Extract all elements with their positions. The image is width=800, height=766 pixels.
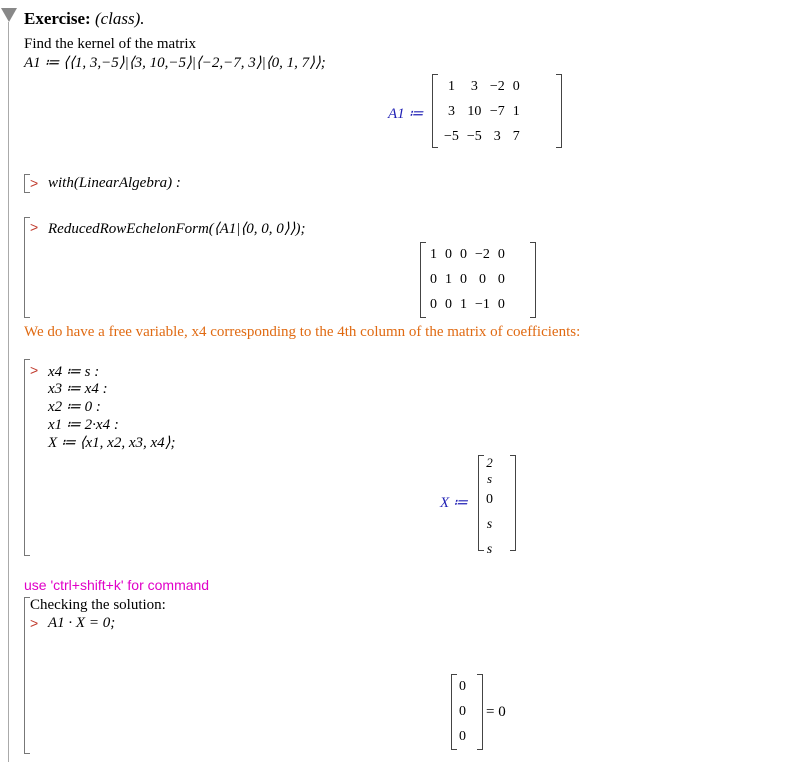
matrix-cell: −2 (489, 78, 505, 94)
x-output-label: X ≔ (440, 495, 468, 511)
vector-cell: 2 s (486, 455, 493, 486)
matrix-cell: 0 (460, 246, 467, 262)
heading-bold: Exercise: (24, 9, 91, 28)
command-hint: use 'ctrl+shift+k' for command (24, 577, 210, 593)
table-row (455, 699, 470, 724)
matrix-cell: 0 (497, 296, 505, 312)
rref-command-input[interactable]: ReducedRowEchelonForm(⟨A1|⟨0, 0, 0⟩⟩); (48, 221, 306, 237)
table-row (440, 99, 524, 124)
group-gutter (24, 217, 25, 317)
table-row (426, 292, 509, 317)
description-text: Find the kernel of the matrix (24, 36, 197, 52)
matrix-cell: 0 (445, 246, 452, 262)
assign-line[interactable]: X ≔ ⟨x1, x2, x3, x4⟩; (48, 435, 176, 451)
group-gutter-cap (24, 192, 30, 193)
group-gutter-cap (24, 217, 30, 218)
rref-matrix-table (426, 242, 509, 317)
matrix-cell: 1 (445, 271, 452, 287)
matrix-cell: −5 (466, 128, 482, 144)
matrix-bracket-left (432, 74, 438, 148)
group-gutter (24, 174, 25, 192)
group-gutter-cap (24, 753, 30, 754)
group-gutter-cap (24, 359, 30, 360)
matrix-cell: 1 (512, 103, 520, 119)
prompt-symbol: > (30, 175, 39, 191)
group-gutter (24, 597, 25, 753)
group-gutter-cap (24, 317, 30, 318)
table-row (482, 487, 497, 512)
matrix-cell: 3 (493, 128, 501, 144)
section-collapse-icon[interactable] (1, 8, 17, 22)
a1-matrix-table (440, 74, 524, 149)
vector-cell: 0 (459, 703, 466, 719)
matrix-cell: 0 (497, 271, 505, 287)
matrix-bracket-right (477, 674, 483, 750)
matrix-cell: 0 (430, 271, 437, 287)
vector-cell: 0 (459, 728, 466, 744)
assign-line[interactable]: x4 ≔ s : (48, 364, 100, 380)
matrix-cell: 1 (447, 78, 455, 94)
check-command-input[interactable]: A1 · X = 0; (48, 615, 116, 631)
matrix-cell: 3 (470, 78, 478, 94)
table-row (482, 537, 497, 562)
matrix-cell: 0 (445, 296, 452, 312)
table-row (455, 674, 470, 699)
vector-cell: s (486, 516, 493, 532)
matrix-cell: 7 (512, 128, 520, 144)
vector-cell: 0 (459, 678, 466, 694)
table-row (426, 242, 509, 267)
matrix-cell: −5 (444, 128, 459, 144)
heading-italic: (class). (94, 9, 145, 28)
matrix-cell: −1 (475, 296, 490, 312)
equals-zero: = 0 (486, 704, 506, 720)
matrix-cell: 0 (497, 246, 505, 262)
matrix-cell: 1 (460, 296, 467, 312)
matrix-cell: −7 (489, 103, 505, 119)
prompt-symbol: > (30, 219, 39, 235)
section-heading (24, 9, 145, 29)
a1-input[interactable]: A1 ≔ ⟨⟨1, 3,−5⟩|⟨3, 10,−5⟩|⟨−2,−7, 3⟩|⟨0, 1, 7⟩⟩; (24, 55, 326, 71)
vector-cell: s (486, 541, 493, 557)
matrix-bracket-right (530, 242, 536, 318)
prompt-symbol: > (30, 615, 39, 631)
matrix-cell: 0 (478, 271, 486, 287)
a1-output-label: A1 ≔ (388, 106, 424, 122)
section-rule (8, 22, 9, 762)
with-command-input[interactable]: with(LinearAlgebra) : (48, 175, 181, 191)
table-row (482, 455, 497, 487)
table-row (426, 267, 509, 292)
prompt-symbol: > (30, 362, 39, 378)
matrix-cell: 1 (430, 246, 437, 262)
table-row (440, 124, 524, 149)
matrix-cell: −2 (475, 246, 490, 262)
table-row (482, 512, 497, 537)
table-row (440, 74, 524, 99)
group-gutter-cap (24, 555, 30, 556)
matrix-cell: 3 (447, 103, 455, 119)
matrix-cell: 0 (430, 296, 437, 312)
check-text: Checking the solution: (30, 597, 166, 613)
zero-vector-table (455, 674, 470, 749)
vector-cell: 0 (486, 491, 493, 507)
matrix-bracket-right (556, 74, 562, 148)
group-gutter (24, 359, 25, 555)
matrix-cell: 10 (467, 103, 482, 119)
free-variable-note: We do have a free variable, x4 corresponding to the 4th column of the matrix of coefficients: (24, 324, 581, 340)
matrix-cell: 0 (460, 271, 467, 287)
assign-line[interactable]: x2 ≔ 0 : (48, 399, 101, 415)
matrix-cell: 0 (512, 78, 520, 94)
table-row (455, 724, 470, 749)
matrix-bracket-right (510, 455, 516, 551)
assign-line[interactable]: x1 ≔ 2·x4 : (48, 417, 119, 433)
assign-line[interactable]: x3 ≔ x4 : (48, 381, 108, 397)
x-vector-table (482, 455, 497, 562)
